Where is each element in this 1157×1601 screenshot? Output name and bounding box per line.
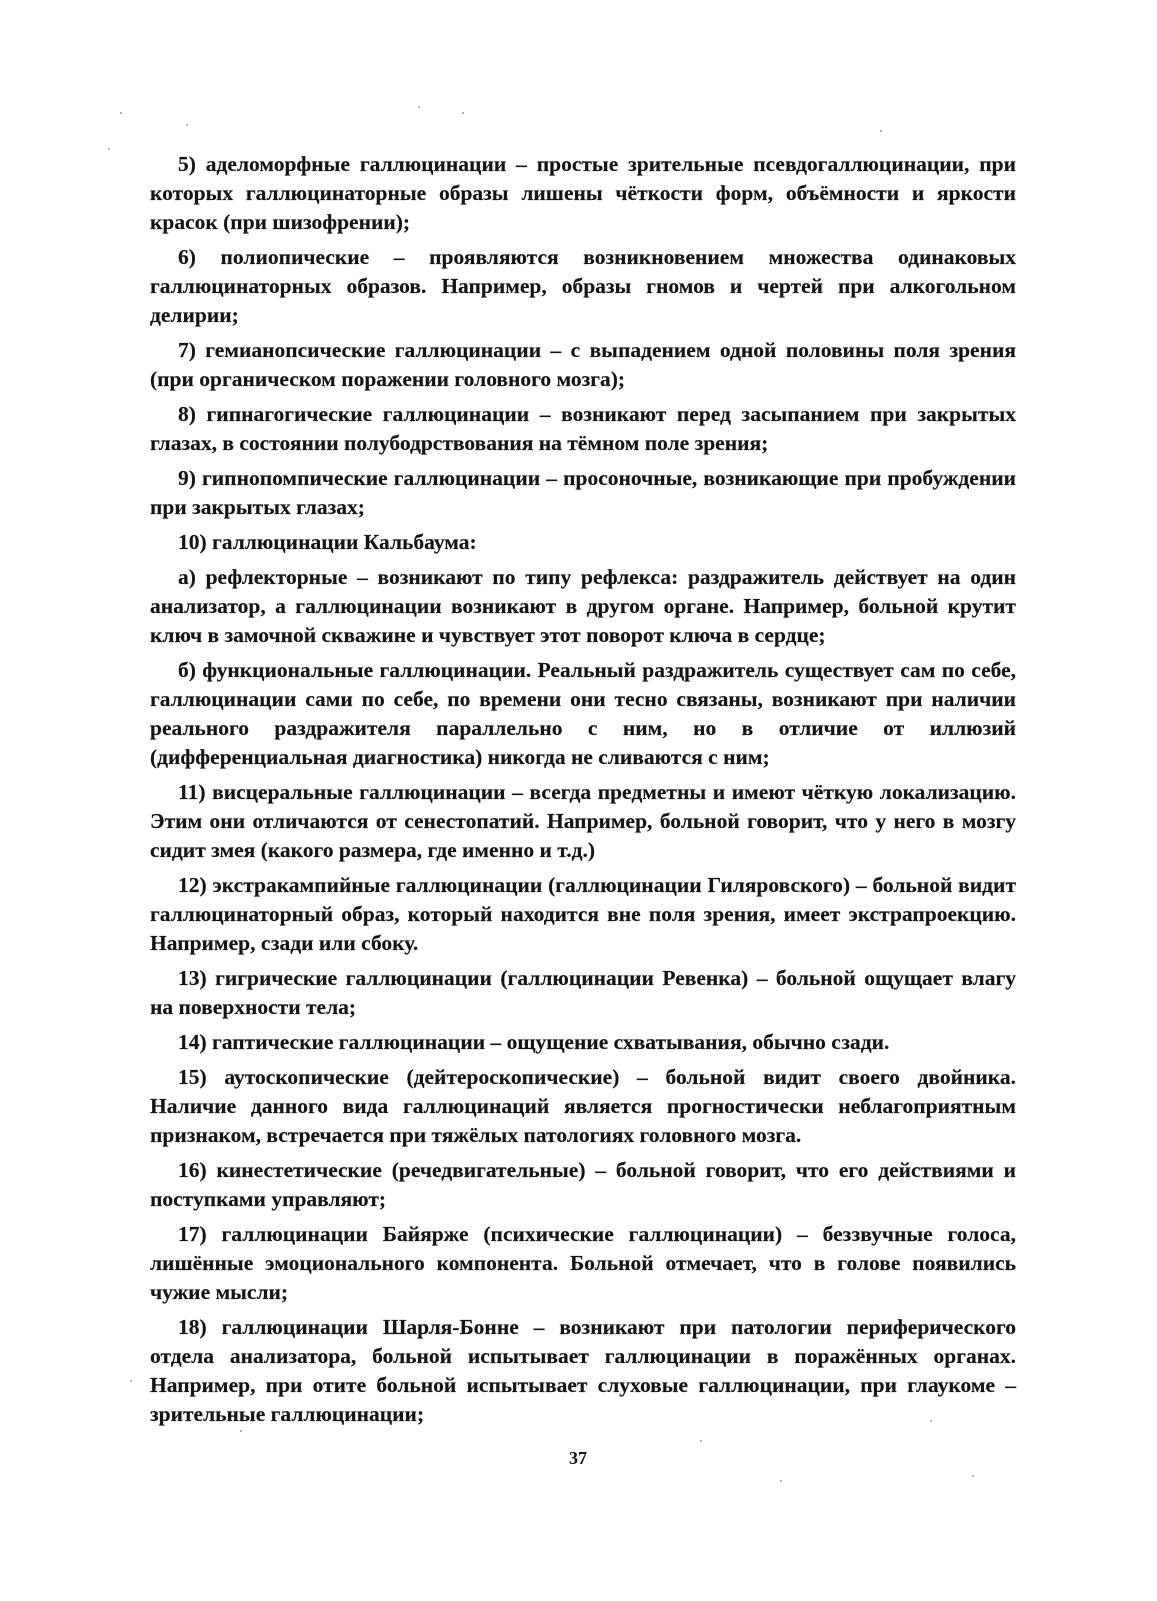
term: 9) гипнопомпические галлюцинации <box>178 466 541 490</box>
term: 6) полиопические <box>178 245 370 269</box>
paragraph-12 <box>150 871 1016 958</box>
scan-speck <box>186 124 188 126</box>
paragraph-5 <box>150 150 1016 237</box>
paragraph-17 <box>150 1220 1016 1307</box>
paragraph-7 <box>150 336 1016 394</box>
term: 5) аделоморфные галлюцинации <box>178 152 507 176</box>
paragraph-text: – проявляются возникновением множества одинаковых галлюцинаторных образов. Например, образы гномов и чертей при алкогольном делирии; <box>150 245 1017 327</box>
term: 11) висцеральные галлюцинации <box>178 780 506 804</box>
paragraph-text: – просоночные, возникающие при пробуждении при закрытых глазах; <box>150 466 1016 519</box>
paragraph-15 <box>150 1063 1016 1150</box>
paragraph-text: (галлюцинации Ревенка) – больной ощущает влагу на поверхности тела; <box>150 966 1016 1019</box>
paragraph-text: – ощущение схватывания, обычно сзади. <box>485 1030 890 1054</box>
term: 13) гигрические галлюцинации <box>178 966 492 990</box>
paragraph-text: (галлюцинации Гиляровского) – больной видит галлюцинаторный образ, который находится вне поля зрения, имеет экстрапроекцию. Например, сзади или сбоку. <box>150 873 1017 955</box>
paragraph-text: – простые зрительные псевдогаллюцинации, при которых галлюцинаторные образы лишены чёткости форм, объёмности и яркости красок (при шизофрении); <box>150 152 1016 234</box>
term: 10) галлюцинации Кальбаума: <box>178 530 477 554</box>
scan-speck <box>880 130 882 132</box>
paragraph-11 <box>150 778 1016 865</box>
scan-speck <box>780 1480 782 1482</box>
term: 12) экстракампийные галлюцинации <box>178 873 543 897</box>
page-number: 37 <box>569 1448 587 1468</box>
term: 18) галлюцинации Шарля-Бонне <box>178 1315 519 1339</box>
paragraph-10 <box>150 528 1016 557</box>
term: б) функциональные галлюцинации. <box>178 658 532 682</box>
paragraph-18 <box>150 1313 1016 1429</box>
paragraph-text: – возникают перед засыпанием при закрытых глазах, в состоянии полубодрствования на тёмном поле зрения; <box>150 402 1016 455</box>
term: 15) аутоскопические <box>178 1065 389 1089</box>
paragraph-text: – с выпадением одной половины поля зрения (при органическом поражении головного мозга); <box>150 338 1017 391</box>
body-text <box>150 150 1016 1435</box>
scan-speck <box>418 106 420 108</box>
term: 17) галлюцинации Байярже <box>178 1222 469 1246</box>
paragraph-text: – всегда предметны и имеют чёткую локализацию. Этим они отличаются от сенестопатий. Например, больной говорит, что у него в мозгу сидит змея (какого размера, где именно и т.д.) <box>150 780 1016 862</box>
paragraph-text: (психические галлюцинации) – беззвучные голоса, лишённые эмоционального компонента. Больной отмечает, что в голове появились чужие мысли; <box>150 1222 1016 1304</box>
paragraph-16 <box>150 1156 1016 1214</box>
paragraph-8 <box>150 400 1016 458</box>
paragraph-13 <box>150 964 1016 1022</box>
term: а) рефлекторные <box>178 565 348 589</box>
paragraph-14 <box>150 1028 1016 1057</box>
scan-speck <box>972 1475 974 1477</box>
scan-speck <box>120 112 122 114</box>
paragraph-text: – возникают по типу рефлекса: раздражитель действует на один анализатор, а галлюцинации возникают в другом органе. Например, больной крутит ключ в замочной скважине и чувствует этот поворот ключа в сердце; <box>150 565 1016 647</box>
paragraph-6 <box>150 243 1016 330</box>
paragraph-text: (речедвигательные) – больной говорит, что его действиями и поступками управляют; <box>150 1158 1016 1211</box>
paragraph-text: Реальный раздражитель существует сам по себе, галлюцинации сами по себе, по времени они тесно связаны, возникают при наличии реального раздражителя параллельно с ним, но в отличие от иллюзий (дифференциальная диагностика) никогда не сливаются с ним; <box>150 658 1016 769</box>
scan-speck <box>462 112 464 114</box>
paragraph-10b <box>150 656 1016 772</box>
scan-speck <box>108 148 110 150</box>
scan-speck <box>700 1440 702 1442</box>
paragraph-text: – возникают при патологии периферического отдела анализатора, больной испытывает галлюцинации в поражённых органах. Например, при отите больной испытывает слуховые галлюцинации, при глаукоме – зрительные галлюцинации; <box>150 1315 1016 1426</box>
paragraph-text: (дейтероскопические) – больной видит своего двойника. Наличие данного вида галлюцинаций является прогностически неблагоприятным признаком, встречается при тяжёлых патологиях головного мозга. <box>150 1065 1016 1147</box>
term: 14) гаптические галлюцинации <box>178 1030 486 1054</box>
term: 16) кинестетические <box>178 1158 382 1182</box>
term: 7) гемианопсические галлюцинации <box>178 338 542 362</box>
term: 8) гипнагогические галлюцинации <box>178 402 530 426</box>
paragraph-10a <box>150 563 1016 650</box>
scan-speck <box>130 1380 132 1382</box>
paragraph-9 <box>150 464 1016 522</box>
